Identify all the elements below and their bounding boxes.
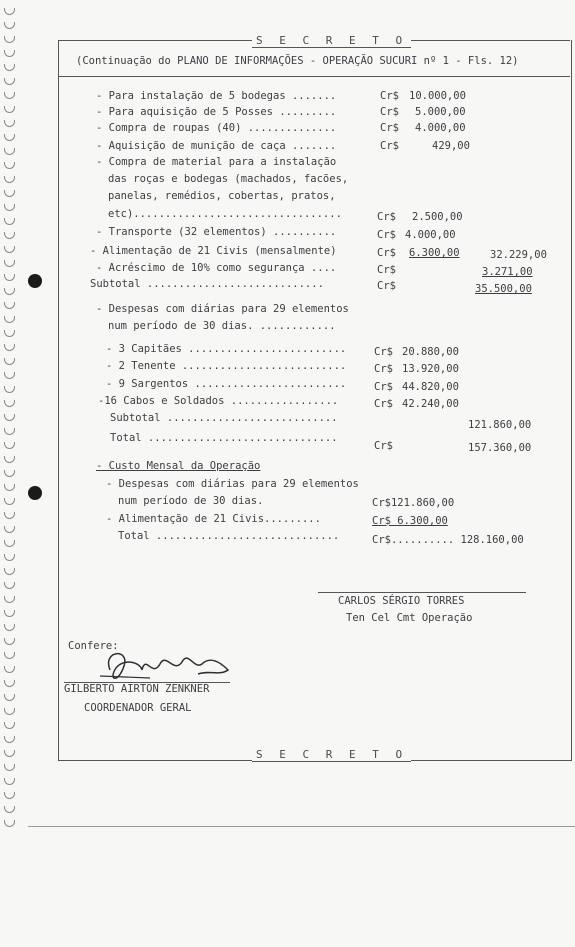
binding-ring bbox=[4, 358, 15, 365]
item-line: das roças e bodegas (machados, facões, bbox=[108, 173, 349, 185]
confere-title: COORDENADOR GERAL bbox=[84, 702, 192, 714]
binding-ring bbox=[4, 120, 15, 127]
currency: Cr$ bbox=[374, 363, 393, 375]
item-value: 4.000,00 bbox=[405, 229, 456, 241]
binding-ring bbox=[4, 330, 15, 337]
binding-ring bbox=[4, 540, 15, 547]
binding-ring bbox=[4, 778, 15, 785]
classification-bottom: S E C R E T O bbox=[252, 748, 411, 762]
item-total: 3.271,00 bbox=[482, 266, 533, 278]
rank-line: -16 Cabos e Soldados ................. bbox=[98, 395, 339, 407]
item-value: 429,00 bbox=[432, 140, 470, 152]
binding-ring bbox=[4, 624, 15, 631]
binding-ring bbox=[4, 526, 15, 533]
binding-ring bbox=[4, 78, 15, 85]
binding-ring bbox=[4, 260, 15, 267]
total-value: 157.360,00 bbox=[468, 442, 532, 454]
document-page bbox=[20, 0, 575, 830]
currency: Cr$ bbox=[374, 398, 393, 410]
item-line: panelas, remédios, cobertas, pratos, bbox=[108, 190, 336, 202]
binding-ring bbox=[4, 750, 15, 757]
rank-line: - 3 Capitães ......................... bbox=[106, 343, 347, 355]
item-total: 32.229,00 bbox=[490, 249, 547, 261]
currency: Cr$ bbox=[380, 140, 399, 152]
binding-ring bbox=[4, 50, 15, 57]
item-value: 5.000,00 bbox=[415, 106, 466, 118]
subtotal-value: 35.500,00 bbox=[475, 283, 532, 295]
binding-ring bbox=[4, 288, 15, 295]
signer-title: Ten Cel Cmt Operação bbox=[346, 612, 473, 624]
binding-ring bbox=[4, 638, 15, 645]
subtotal-label: Subtotal ........................... bbox=[110, 412, 338, 424]
binding-ring bbox=[4, 554, 15, 561]
binding-ring bbox=[4, 792, 15, 799]
binding-ring bbox=[4, 8, 15, 15]
currency: Cr$ bbox=[374, 346, 393, 358]
binding-ring bbox=[4, 316, 15, 323]
binding-ring bbox=[4, 568, 15, 575]
binding-ring bbox=[4, 204, 15, 211]
binding-ring bbox=[4, 512, 15, 519]
binding-ring bbox=[4, 736, 15, 743]
binding-ring bbox=[4, 218, 15, 225]
custo-line: - Alimentação de 21 Civis......... bbox=[106, 513, 321, 525]
custo-value: Cr$121.860,00 bbox=[372, 497, 455, 509]
binding-ring bbox=[4, 344, 15, 351]
custo-total-value: Cr$.......... 128.160,00 bbox=[372, 534, 524, 546]
item-line: etc)................................. bbox=[108, 208, 342, 220]
binding-ring bbox=[4, 64, 15, 71]
binding-ring bbox=[4, 722, 15, 729]
binding-ring bbox=[4, 106, 15, 113]
currency: Cr$ bbox=[380, 106, 399, 118]
rank-value: 20.880,00 bbox=[402, 346, 459, 358]
punch-hole bbox=[28, 486, 42, 500]
signature-rule bbox=[318, 592, 526, 593]
item-value: 6.300,00 bbox=[409, 247, 460, 259]
currency: Cr$ bbox=[380, 90, 399, 102]
binding-ring bbox=[4, 820, 15, 827]
currency: Cr$ bbox=[374, 381, 393, 393]
currency: Cr$ bbox=[380, 122, 399, 134]
binding-ring bbox=[4, 680, 15, 687]
currency: Cr$ bbox=[377, 247, 396, 259]
binding-ring bbox=[4, 190, 15, 197]
binding-ring bbox=[4, 582, 15, 589]
item-line: - Acréscimo de 10% como segurança .... bbox=[96, 262, 337, 274]
binding-ring bbox=[4, 22, 15, 29]
item-line: - Transporte (32 elementos) .......... bbox=[96, 226, 337, 238]
binding-ring bbox=[4, 246, 15, 253]
diarias-line: - Despesas com diárias para 29 elementos bbox=[96, 303, 349, 315]
custo-line: - Despesas com diárias para 29 elementos bbox=[106, 478, 359, 490]
signer-name: CARLOS SÉRGIO TORRES bbox=[338, 595, 465, 607]
item-line: - Compra de roupas (40) .............. bbox=[96, 122, 337, 134]
handwritten-signature bbox=[90, 640, 240, 684]
item-value: 10.000,00 bbox=[409, 90, 466, 102]
binding-ring bbox=[4, 498, 15, 505]
custo-title: - Custo Mensal da Operação bbox=[96, 460, 261, 472]
binding-ring bbox=[4, 666, 15, 673]
item-line: - Compra de material para a instalação bbox=[96, 156, 337, 168]
currency: Cr$ bbox=[377, 280, 396, 292]
binding-ring bbox=[4, 372, 15, 379]
binding-ring bbox=[4, 302, 15, 309]
binding-ring bbox=[4, 400, 15, 407]
binding-ring bbox=[4, 414, 15, 421]
item-line: - Aquisição de munição de caça ....... bbox=[96, 140, 337, 152]
rank-line: - 2 Tenente .......................... bbox=[106, 360, 347, 372]
binding-ring bbox=[4, 232, 15, 239]
binding-ring bbox=[4, 652, 15, 659]
item-line: - Para instalação de 5 bodegas ....... bbox=[96, 90, 337, 102]
binding-ring bbox=[4, 442, 15, 449]
subtotal-label: Subtotal ............................ bbox=[90, 278, 324, 290]
binding-ring bbox=[4, 176, 15, 183]
binding-ring bbox=[4, 148, 15, 155]
item-line: - Para aquisição de 5 Posses ......... bbox=[96, 106, 337, 118]
item-value: 2.500,00 bbox=[412, 211, 463, 223]
binding-ring bbox=[4, 386, 15, 393]
item-line: - Alimentação de 21 Civis (mensalmente) bbox=[90, 245, 337, 257]
binding-ring bbox=[4, 92, 15, 99]
subtotal-value: 121.860,00 bbox=[468, 419, 532, 431]
binding-ring bbox=[4, 162, 15, 169]
currency: Cr$ bbox=[374, 440, 393, 452]
item-value: 4.000,00 bbox=[415, 122, 466, 134]
binding-ring bbox=[4, 708, 15, 715]
confere-label: Confere: bbox=[68, 640, 119, 652]
binding-ring bbox=[4, 36, 15, 43]
binding-ring bbox=[4, 484, 15, 491]
binding-ring bbox=[4, 610, 15, 617]
binding-ring bbox=[4, 694, 15, 701]
binding-ring bbox=[4, 428, 15, 435]
rank-value: 42.240,00 bbox=[402, 398, 459, 410]
total-label: Total .............................. bbox=[110, 432, 338, 444]
page-bottom-edge bbox=[28, 826, 575, 827]
header-rule bbox=[58, 76, 570, 77]
currency: Cr$ bbox=[377, 211, 396, 223]
rank-value: 44.820,00 bbox=[402, 381, 459, 393]
diarias-line: num período de 30 dias. ............ bbox=[108, 320, 336, 332]
custo-line: num período de 30 dias. bbox=[118, 495, 264, 507]
confere-name: GILBERTO AIRTON ZENKNER bbox=[64, 683, 210, 695]
currency: Cr$ bbox=[377, 264, 396, 276]
binding-ring bbox=[4, 470, 15, 477]
punch-hole bbox=[28, 274, 42, 288]
custo-value: Cr$ 6.300,00 bbox=[372, 515, 448, 527]
rank-line: - 9 Sargentos ........................ bbox=[106, 378, 347, 390]
custo-total-label: Total ............................. bbox=[118, 530, 340, 542]
binding-ring bbox=[4, 764, 15, 771]
currency: Cr$ bbox=[377, 229, 396, 241]
binding-ring bbox=[4, 596, 15, 603]
binding-ring bbox=[4, 456, 15, 463]
page-header: (Continuação do PLANO DE INFORMAÇÕES - OPERAÇÃO SUCURI nº 1 - Fls. 12) bbox=[76, 55, 519, 67]
rank-value: 13.920,00 bbox=[402, 363, 459, 375]
binding-ring bbox=[4, 806, 15, 813]
binding-ring bbox=[4, 274, 15, 281]
classification-top: S E C R E T O bbox=[252, 34, 411, 48]
binding-ring bbox=[4, 134, 15, 141]
